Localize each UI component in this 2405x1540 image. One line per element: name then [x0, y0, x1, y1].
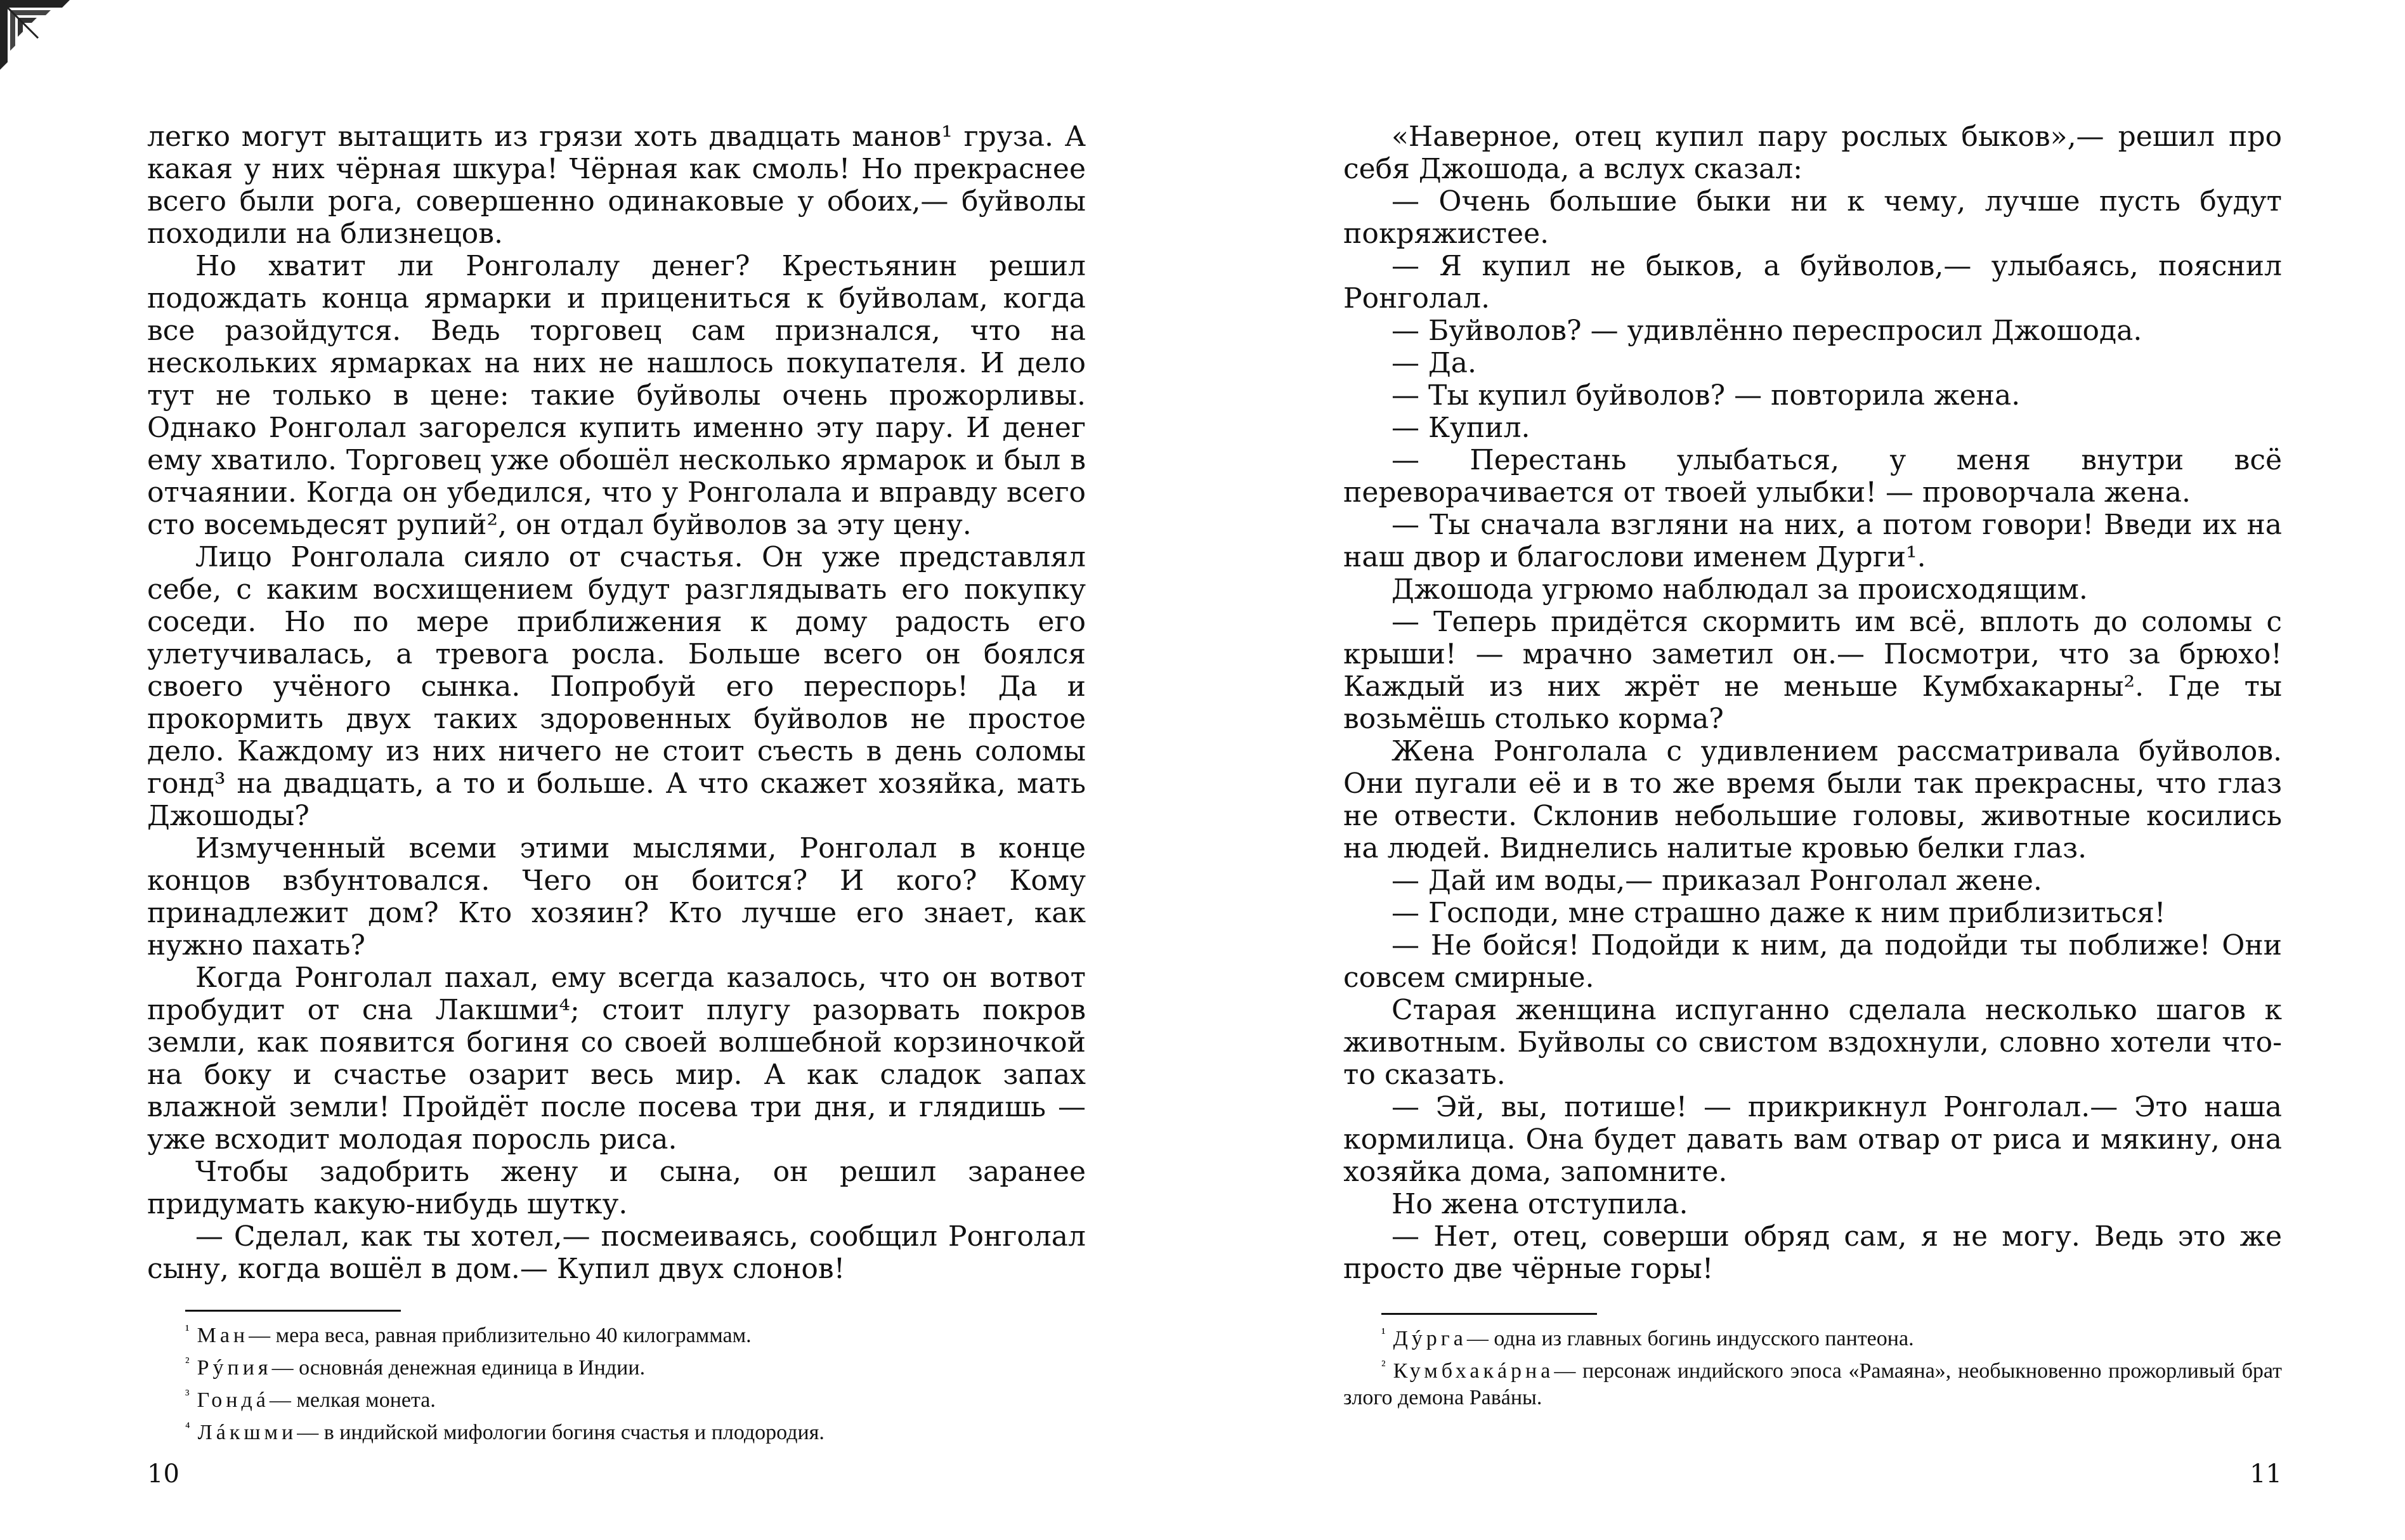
footnote-term: Гондá — [197, 1388, 270, 1412]
footnote-mark: ⁴ — [185, 1419, 190, 1435]
footnote-divider — [1381, 1313, 1597, 1315]
footnote-text: — персонаж индийского эпоса «Рамаяна», необыкновенно прожорливый брат злого демона Равáны. — [1343, 1359, 2282, 1409]
right-paragraph: — Перестань улыбаться, у меня внутри всё переворачивается от твоей улыбки! — проворчала жена. — [1343, 444, 2282, 509]
left-paragraph: Чтобы задобрить жену и сына, он решил заранее придумать какую-нибудь шутку. — [147, 1156, 1086, 1220]
footnote-text: — одна из главных богинь индусского пантеона. — [1466, 1327, 1914, 1350]
left-page-text — [147, 121, 1086, 1285]
right-paragraph: Джошода угрюмо наблюдал за происходящим. — [1392, 573, 2088, 606]
right-paragraph: «Наверное, отец купил пару рослых быков»,— решил про себя Джошода, а вслух сказал: — [1343, 121, 2282, 185]
right-paragraph: — Дай им воды,— приказал Ронголал жене. — [1392, 865, 2042, 897]
footnote-term: Лáкшми — [197, 1421, 297, 1444]
right-paragraph: — Буйволов? — удивлённо переспросил Джошода. — [1392, 315, 2142, 347]
left-paragraph: Но хватит ли Ронголалу денег? Крестьянин решил подождать конца ярмарки и прицениться к буйволам, когда все разойдутся. Ведь торговец сам признался, что на нескольких ярмарках на них не нашлось покупателя. И дело тут не только в цене: такие буйволы очень прожорливы. Однако Ронголал загорелся купить именно эту пару. И денег ему хватило. Торговец уже обошёл несколько ярмарок и был в отчаянии. Когда он убедился, что у Ронголала и вправду всего сто восемьдесят рупий², он отдал буйволов за эту цену. — [147, 250, 1086, 541]
footnote-term: Дýрга — [1393, 1327, 1467, 1350]
left-page — [147, 121, 1086, 1489]
right-paragraph: Старая женщина испуганно сделала несколько шагов к животным. Буйволы со свистом вздохнули, словно хотели что-то сказать. — [1343, 994, 2282, 1091]
footnote — [147, 1317, 1086, 1349]
right-paragraph: Жена Ронголала с удивлением рассматривала буйволов. Они пугали её и в то же время были так прекрасны, что глаз не отвести. Склонив небольшие головы, животные косились на людей. Виднелись налитые кровью белки глаз. — [1343, 735, 2282, 865]
right-page — [1343, 121, 2282, 1489]
footnote-mark: ² — [1381, 1357, 1386, 1373]
footnote — [147, 1349, 1086, 1381]
right-paragraph: — Теперь придётся скормить им всё, вплоть до соломы с крыши! — мрачно заметил он.— Посмотри, что за брюхо! Каждый из них жрёт не меньше Кумбхакарны². Где ты возьмёшь столько корма? — [1343, 606, 2282, 735]
right-paragraph: — Ты купил буйволов? — повторила жена. — [1392, 379, 2021, 412]
left-paragraph: легко могут вытащить из грязи хоть двадцать манов¹ груза. А какая у них чёрная шкура! Чёрная как смоль! Но прекраснее всего были рога, совершенно одинаковые у обоих,— буйволы походили на близнецов. — [147, 121, 1086, 250]
right-paragraph: Но жена отступила. — [1392, 1188, 1688, 1220]
footnote-text: — основнáя денежная единица в Индии. — [271, 1356, 646, 1380]
right-paragraph: — Эй, вы, потише! — прикрикнул Ронголал.— Это наша кормилица. Она будет давать вам отвар от риса и мякину, она хозяйка дома, запомните. — [1343, 1091, 2282, 1188]
footnote — [147, 1381, 1086, 1414]
right-paragraph: — Ты сначала взгляни на них, а потом говори! Введи их на наш двор и благослови именем Дурги¹. — [1343, 509, 2282, 573]
footnote — [1343, 1352, 2282, 1411]
right-paragraph: — Не бойся! Подойди к ним, да подойди ты поближе! Они совсем смирные. — [1343, 929, 2282, 994]
footnote-term: Кумбхакáрна — [1393, 1359, 1554, 1383]
footnote-term: Ман — [197, 1324, 249, 1347]
right-paragraph: — Да. — [1392, 347, 1476, 379]
footnote-mark: ¹ — [185, 1322, 190, 1338]
footnote — [147, 1414, 1086, 1446]
corner-ornament-icon — [0, 0, 70, 70]
footnote-text: — мелкая монета. — [269, 1388, 436, 1412]
page-number: 10 — [147, 1459, 179, 1489]
left-paragraph: — Сделал, как ты хотел,— посмеиваясь, сообщил Ронголал сыну, когда вошёл в дом.— Купил двух слонов! — [147, 1220, 1086, 1285]
footnote-text: — мера веса, равная приблизительно 40 килограммам. — [249, 1324, 752, 1347]
footnote-term: Рýпия — [197, 1356, 272, 1380]
left-paragraph: Измученный всеми этими мыслями, Ронголал в конце концов взбунтовался. Чего он боится? И кого? Кому принадлежит дом? Кто хозяин? Кто лучше его знает, как нужно пахать? — [147, 832, 1086, 962]
right-footnotes — [1343, 1313, 2282, 1411]
footnote-mark: ¹ — [1381, 1325, 1386, 1341]
footnote-mark: ³ — [185, 1387, 190, 1402]
right-paragraph: — Очень большие быки ни к чему, лучше пусть будут покряжистее. — [1343, 185, 2282, 250]
footnote — [1343, 1320, 2282, 1352]
right-paragraph: — Нет, отец, соверши обряд сам, я не могу. Ведь это же просто две чёрные горы! — [1343, 1220, 2282, 1285]
footnote-mark: ² — [185, 1354, 190, 1370]
left-paragraph: Лицо Ронголала сияло от счастья. Он уже представлял себе, с каким восхищением будут разглядывать его покупку соседи. Но по мере приближения к дому радость его улетучивалась, а тревога росла. Больше всего он боялся своего учёного сынка. Попробуй его переспорь! Да и прокормить двух таких здоровенных буйволов не простое дело. Каждому из них ничего не стоит съесть в день соломы гонд³ на двадцать, а то и больше. А что скажет хозяйка, мать Джошоды? — [147, 541, 1086, 832]
footnote-text: — в индийской мифологии богиня счастья и плодородия. — [297, 1421, 824, 1444]
right-page-text — [1343, 121, 2282, 1285]
left-footnotes — [147, 1310, 1086, 1446]
left-paragraph: Когда Ронголал пахал, ему всегда казалось, что он вотвот пробудит от сна Лакшми⁴; стоит плугу разорвать покров земли, как появится богиня со своей волшебной корзиночкой на боку и счастье озарит весь мир. А как сладок запах влажной земли! Пройдёт после посева три дня, и глядишь — уже всходит молодая поросль риса. — [147, 962, 1086, 1156]
right-paragraph: — Господи, мне страшно даже к ним приблизиться! — [1392, 897, 2166, 929]
right-paragraph: — Я купил не быков, а буйволов,— улыбаясь, пояснил Ронголал. — [1343, 250, 2282, 315]
page-number: 11 — [2250, 1459, 2282, 1489]
right-paragraph: — Купил. — [1392, 412, 1530, 444]
footnote-divider — [185, 1310, 401, 1312]
